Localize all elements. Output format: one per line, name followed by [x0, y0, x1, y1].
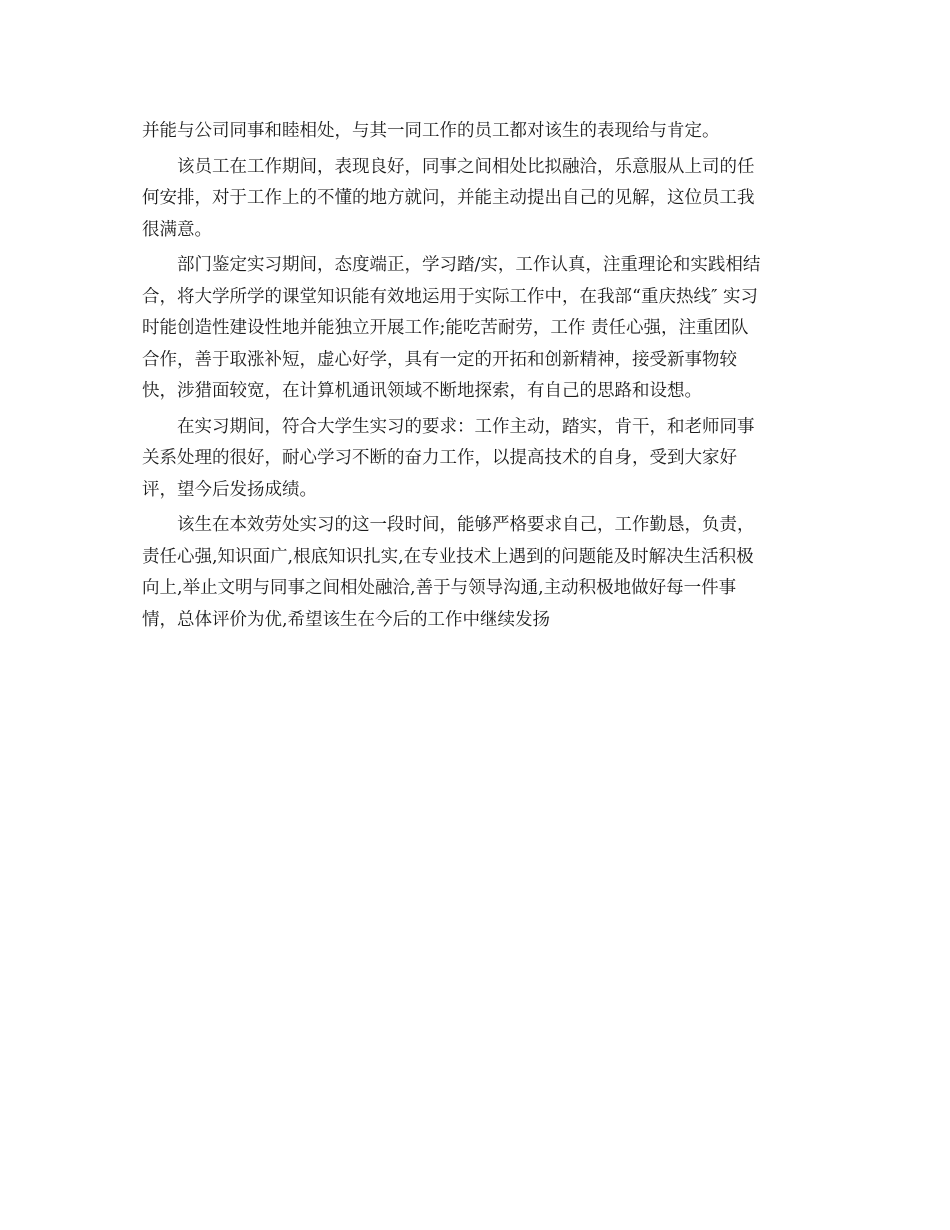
text-line: 何安排，对于工作上的不懂的地方就问，并能主动提出自己的见解，这位员工我 [142, 188, 755, 208]
text-line: 在实习期间，符合大学生实习的要求：工作主动，踏实，肯干，和老师同事 [177, 416, 755, 437]
text-line: 合作，善于取涨补短，虚心好学，具有一定的开拓和创新精神，接受新事物较 [142, 349, 737, 370]
text-line: 责任心强,知识面广,根底知识扎实,在专业技术上遇到的问题能及时解决生活积极 [142, 546, 754, 567]
text-line: 很满意。 [142, 219, 212, 240]
paragraph-4 [142, 412, 810, 507]
paragraph-2 [142, 152, 810, 247]
text-line: 情，总体评价为优,希望该生在今后的工作中继续发扬 [142, 609, 551, 630]
text-line: 部门鉴定实习期间，态度端正，学习踏/实，工作认真，注重理论和实践相结 [177, 255, 761, 275]
text-line: 评，望今后发扬成绩。 [142, 479, 317, 500]
text-line: 合，将大学所学的课堂知识能有效地运用于实际工作中，在我部“重庆热线″ 实习 [142, 286, 759, 307]
document-body [142, 116, 810, 640]
text-line: 并能与公司同事和睦相处，与其一同工作的员工都对该生的表现给与肯定。 [142, 121, 720, 141]
paragraph-3 [142, 250, 810, 408]
text-line: 时能创造性建设性地并能独立开展工作;能吃苦耐劳，工作 责任心强，注重团队 [142, 318, 749, 338]
text-line: 该生在本效劳处实习的这一段时间，能够严格要求自己，工作勤恳，负责， [177, 515, 755, 535]
text-line: 快，涉猎面较宽，在计算机通讯领域不断地探索，有自己的思路和设想。 [142, 381, 702, 401]
paragraph-5 [142, 510, 810, 636]
text-line: 该员工在工作期间，表现良好，同事之间相处比拟融洽，乐意服从上司的任 [177, 156, 755, 177]
paragraph-1 [142, 116, 810, 148]
text-line: 关系处理的很好，耐心学习不断的奋力工作，以提高技术的自身，受到大家好 [142, 448, 737, 468]
text-line: 向上,举止文明与同事之间相处融洽,善于与领导沟通,主动积极地做好每一件事 [142, 578, 737, 598]
